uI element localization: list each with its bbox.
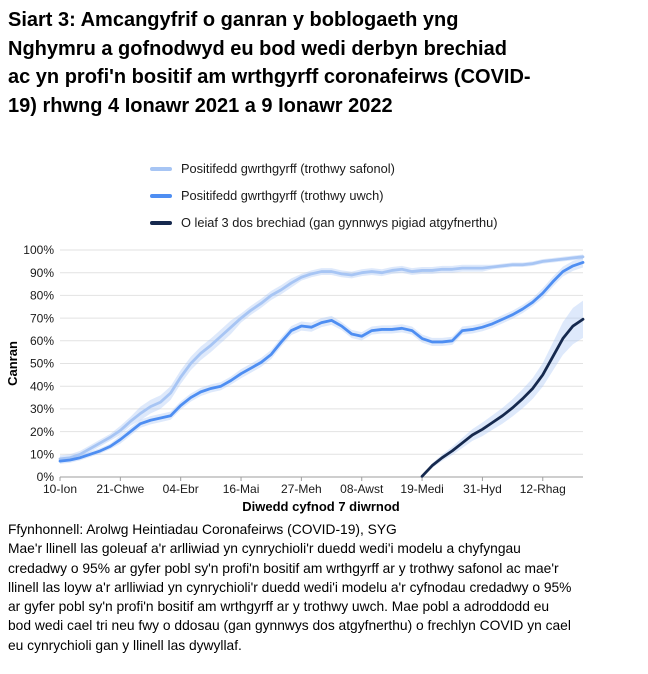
x-tick-label: 21-Chwe — [96, 482, 145, 496]
y-tick-label: 0% — [36, 470, 54, 485]
x-axis-title: Diwedd cyfnod 7 diwrnod — [242, 499, 400, 514]
y-tick-label: 20% — [29, 424, 54, 439]
footnote-line-5: bod wedi cael tri neu fwy o ddosau (gan gynnwys dos atgyfnerthu) o frechlyn COVID yn cael — [8, 618, 571, 634]
y-axis-title: Canran — [5, 341, 20, 386]
legend-item-3dos — [150, 209, 498, 236]
y-tick-label: 30% — [29, 402, 54, 417]
y-tick-label: 50% — [29, 356, 54, 371]
confidence-band — [60, 255, 583, 463]
legend-item-uwch — [150, 182, 498, 209]
confidence-band — [60, 257, 583, 463]
x-tick-label: 16-Mai — [222, 482, 260, 496]
x-tick-label: 04-Ebr — [162, 482, 199, 496]
y-tick-label: 10% — [29, 447, 54, 462]
x-tick-label: 08-Awst — [340, 482, 384, 496]
y-tick-label: 70% — [29, 311, 54, 326]
y-tick-label: 60% — [29, 334, 54, 348]
footnote-line-2: credadwy o 95% ar gyfer pobl sy'n profi'n bositif am wrthgyrff ar y trothwy safonol ac mae'r — [8, 560, 559, 576]
chart-footer — [8, 520, 644, 655]
x-tick-label: 10-Ion — [42, 482, 78, 496]
x-tick-label: 19-Medi — [400, 482, 444, 496]
y-tick-label: 100% — [23, 243, 54, 258]
footnote-line-1: Mae'r llinell las goleuaf a'r arlliwiad yn cynrychioli'r duedd wedi'i modelu a chyfyngau — [8, 541, 521, 557]
chart-legend — [150, 155, 498, 236]
footnote-line-6: eu cynrychioli gan y llinell las dywyllaf. — [8, 637, 242, 653]
legend-item-safonol — [150, 155, 498, 182]
x-tick-label: 12-Rhag — [519, 482, 566, 496]
legend-label: Positifedd gwrthgyrff (trothwy uwch) — [181, 188, 384, 203]
source-line: Ffynhonnell: Arolwg Heintiadau Coronafeirws (COVID-19), SYG — [8, 522, 397, 537]
chart-title-line-2: Nghymru a gofnodwyd eu bod wedi derbyn brechiad — [8, 37, 507, 60]
footnote-line-3: llinell las loyw a'r arlliwiad yn cynrychioli'r duedd wedi'i modelu a'r cyfnodau credadwy o 95% — [8, 579, 572, 595]
line-chart — [0, 240, 648, 520]
y-tick-label: 90% — [29, 265, 54, 280]
confidence-band — [422, 301, 583, 477]
y-tick-label: 80% — [29, 288, 54, 303]
legend-swatch-navy — [150, 221, 172, 225]
legend-label: O leiaf 3 dos brechiad (gan gynnwys pigiad atgyfnerthu) — [181, 215, 498, 230]
chart-title-line-3: ac yn profi'n bositif am wrthgyrff coronafeirws (COVID- — [8, 66, 531, 88]
legend-swatch-light-blue — [150, 167, 172, 171]
footnote-line-4: ar gyfer pobl sy'n profi'n bositif am wrthgyrff ar y trothwy uwch. Mae pobl a adroddodd eu — [8, 599, 550, 615]
y-tick-label: 40% — [29, 379, 54, 394]
chart-title — [8, 6, 531, 120]
x-tick-label: 31-Hyd — [463, 482, 502, 496]
x-tick-label: 27-Meh — [281, 482, 322, 496]
chart-title-line-1: Siart 3: Amcangyfrif o ganran y boblogaeth yng — [8, 9, 459, 31]
legend-label: Positifedd gwrthgyrff (trothwy safonol) — [181, 161, 395, 176]
chart-title-line-4: 19) rhwng 4 Ionawr 2021 a 9 Ionawr 2022 — [8, 94, 393, 117]
chart-area — [0, 240, 648, 520]
legend-swatch-medium-blue — [150, 194, 172, 198]
